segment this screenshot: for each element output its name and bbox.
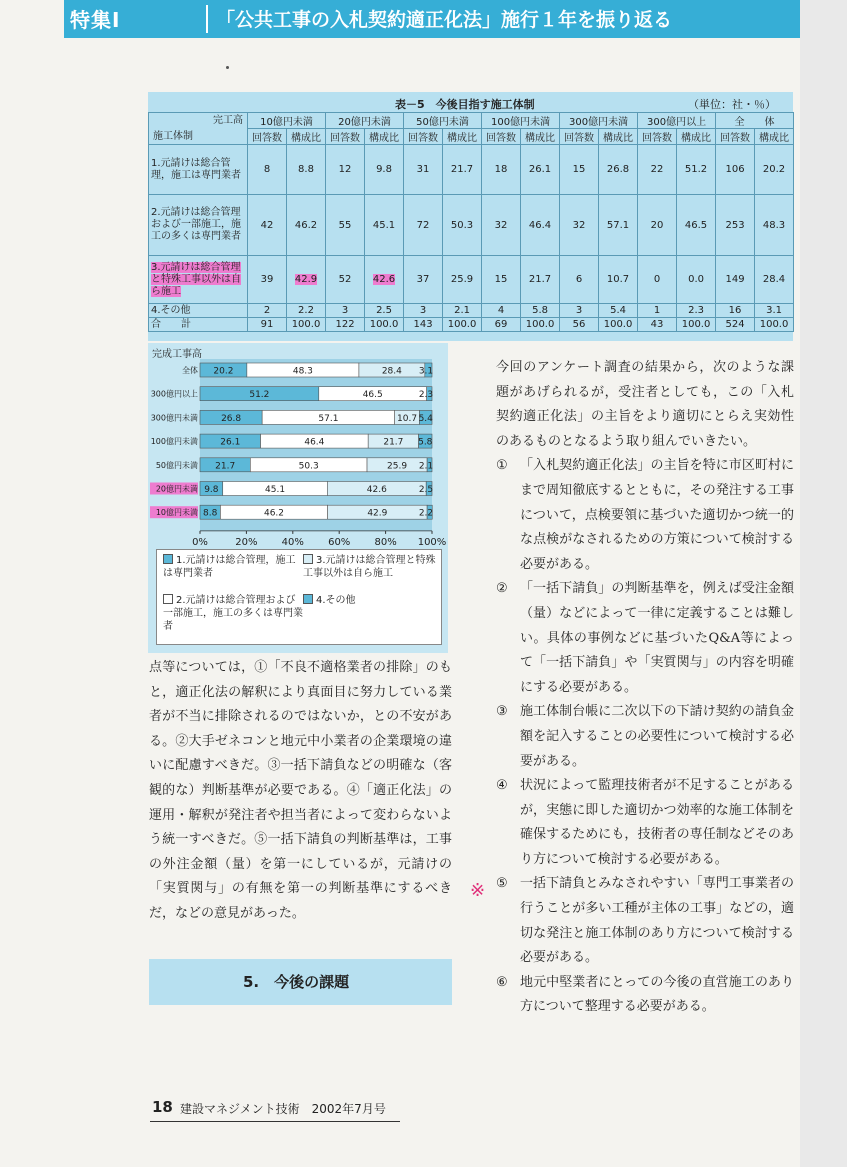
group-header: 100億円未満 [482, 113, 560, 129]
bar-label: 5.4 [418, 413, 433, 424]
category-label: 100億円未満 [150, 437, 198, 447]
cell-value: 10.7 [606, 274, 630, 285]
legend-item [303, 554, 443, 580]
group-header: 300億円以上 [638, 113, 716, 129]
cell-value: 31 [416, 164, 430, 175]
table-cell [482, 304, 521, 318]
cell-value: 149 [725, 274, 745, 285]
issue-text: 状況によって監理技術者が不足することがあるが，実態に即した適切かつ効率的な施工体制を確保するためにも，技術者の専任制などそのあり方について検討する必要がある。 [520, 778, 794, 867]
cell-value: 3.1 [766, 305, 782, 316]
stacked-bar-chart-panel [148, 343, 448, 653]
row-label [149, 195, 248, 256]
table-cell [404, 256, 443, 304]
cell-value: 42.9 [294, 274, 318, 285]
cell-value: 100.0 [369, 319, 399, 330]
table-cell [638, 256, 677, 304]
table-cell [599, 145, 638, 195]
legend-swatch [303, 594, 313, 604]
cell-value: 100.0 [291, 319, 321, 330]
feature-title: 「公共工事の入札契約適正化法」施行１年を振り返る [216, 9, 673, 31]
cell-value: 122 [335, 319, 355, 330]
table-cell [443, 304, 482, 318]
table-cell [482, 318, 521, 332]
table-cell [560, 304, 599, 318]
table-cell [248, 195, 287, 256]
row-label [149, 304, 248, 318]
legend-item [303, 594, 443, 607]
table-cell [482, 256, 521, 304]
table-cell [248, 256, 287, 304]
bar-label: 51.2 [249, 390, 270, 401]
cell-value: 3 [419, 305, 427, 316]
chart-legend [156, 549, 442, 645]
table-cell [443, 145, 482, 195]
bar-label: 2.1 [418, 461, 434, 472]
issue-number: ① [496, 458, 508, 474]
cell-value: 42 [260, 219, 274, 231]
bar-label: 10.7 [397, 413, 418, 424]
table-cell [365, 145, 404, 195]
bar-label: 57.1 [318, 413, 339, 424]
cell-value: 20.2 [762, 164, 786, 175]
legend-swatch [303, 554, 313, 564]
table-cell [560, 145, 599, 195]
table-cell [365, 318, 404, 332]
table-corner [149, 113, 248, 145]
row-label-text: 4.その他 [151, 304, 191, 316]
intro-paragraph: 今回のアンケート調査の結果から，次のような課題があげられるが，受注者としても，この「入札契約適正化法」の主旨をより適切にとらえ実効性のあるものとなるよう取り組んでいきたい。 [496, 360, 794, 449]
sub-header: 構成比 [755, 129, 794, 145]
bar-label: 21.7 [215, 461, 236, 472]
row-label-text: 合 計 [151, 318, 191, 330]
bar-label: 21.7 [383, 437, 404, 448]
table-cell [443, 195, 482, 256]
table-cell [326, 256, 365, 304]
issue-text: 「一括下請負」の判断基準を，例えば受注金額（量）などによって一律に定義することは難しい。具体の事例などに基づいたQ&A等によって「一括下請負」や「実質関与」の内容を明確にする必要がある。 [520, 581, 794, 695]
cell-value: 9.8 [376, 164, 392, 175]
table-cell [248, 304, 287, 318]
category-label: 全体 [182, 366, 198, 375]
cell-value: 46.4 [528, 219, 552, 231]
cell-value: 32 [494, 219, 508, 231]
header-divider [206, 5, 208, 33]
table-cell [521, 318, 560, 332]
sub-header: 構成比 [599, 129, 638, 145]
sub-header: 回答数 [248, 129, 287, 145]
sub-header: 構成比 [287, 129, 326, 145]
bar-label: 2.3 [418, 390, 434, 401]
cell-value: 42.6 [372, 274, 396, 285]
x-tick-label: 0% [192, 536, 208, 548]
legend-item [163, 554, 303, 580]
category-label: 300億円以上 [150, 389, 198, 399]
table-cell [365, 304, 404, 318]
cell-value: 0.0 [688, 274, 704, 285]
table-row [149, 145, 794, 195]
bar-label: 48.3 [292, 366, 313, 377]
issue-number: ⑤ [496, 876, 508, 892]
x-tick-label: 100% [417, 536, 447, 548]
sub-header: 回答数 [326, 129, 365, 145]
cell-value: 3 [341, 305, 349, 316]
bar-label: 28.4 [381, 366, 402, 377]
row-label-text: 2.元請けは総合管理および一部施工，施工の多くは専門業者 [151, 207, 241, 242]
legend-swatch [163, 554, 173, 564]
cell-value: 16 [728, 305, 742, 316]
issue-item [496, 971, 794, 1020]
issue-number: ④ [496, 778, 508, 794]
cell-value: 12 [338, 164, 352, 175]
cell-value: 4 [497, 305, 505, 316]
cell-value: 100.0 [681, 319, 711, 330]
table-cell [638, 145, 677, 195]
table-cell [560, 256, 599, 304]
bar-label: 46.5 [362, 390, 383, 401]
table-cell [326, 145, 365, 195]
feature-tag: 特集Ⅰ [70, 8, 121, 32]
bar-label: 8.8 [203, 508, 218, 519]
table-cell [677, 145, 716, 195]
table-cell [716, 195, 755, 256]
table-cell [599, 256, 638, 304]
sub-header: 構成比 [365, 129, 404, 145]
cell-value: 25.9 [450, 274, 474, 285]
group-header: 全 体 [716, 113, 794, 129]
group-header: 10億円未満 [248, 113, 326, 129]
table-cell [677, 318, 716, 332]
scan-speck [226, 66, 229, 69]
cell-value: 5.8 [532, 305, 548, 316]
table-5-panel [148, 92, 793, 341]
cell-value: 32 [572, 219, 586, 231]
sub-header: 回答数 [638, 129, 677, 145]
cell-value: 50.3 [450, 219, 474, 231]
table-cell [521, 256, 560, 304]
table-cell [716, 145, 755, 195]
table-cell [755, 145, 794, 195]
cell-value: 26.8 [606, 164, 630, 175]
cell-value: 28.4 [762, 274, 786, 285]
table-cell [755, 318, 794, 332]
table-cell [638, 304, 677, 318]
table-cell [599, 304, 638, 318]
table-caption-row [148, 94, 788, 112]
page-edge [800, 0, 847, 1167]
table-cell [599, 318, 638, 332]
bar-label: 9.8 [204, 485, 219, 495]
legend-label: 2.元請けは総合管理および一部施工，施工の多くは専門業者 [163, 595, 303, 632]
cell-value: 56 [572, 319, 586, 330]
table-cell [365, 256, 404, 304]
sub-header: 構成比 [521, 129, 560, 145]
table-cell [755, 304, 794, 318]
cell-value: 52 [338, 274, 352, 285]
cell-value: 2.1 [454, 305, 470, 316]
cell-value: 55 [338, 219, 352, 231]
table-cell [287, 318, 326, 332]
table-cell [521, 195, 560, 256]
table-cell [521, 304, 560, 318]
cell-value: 48.3 [762, 219, 786, 231]
table-cell [677, 195, 716, 256]
chart-title: 完成工事高 [152, 349, 202, 360]
issue-item [496, 774, 794, 872]
legend-label: 4.その他 [316, 595, 356, 606]
corner-top-label: 完工高 [213, 114, 243, 126]
row-label-text: 3.元請けは総合管理と特殊工事以外は自ら施工 [151, 261, 241, 297]
sub-header: 構成比 [443, 129, 482, 145]
cell-value: 100.0 [603, 319, 633, 330]
footer-rule [150, 1121, 400, 1122]
table-cell [326, 304, 365, 318]
category-label: 20億円未満 [155, 484, 198, 494]
table-cell [560, 195, 599, 256]
legend-item [163, 594, 303, 633]
cell-value: 5.4 [610, 305, 626, 316]
cell-value: 15 [572, 164, 586, 175]
issue-item [496, 454, 794, 577]
table-cell [482, 145, 521, 195]
cell-value: 22 [650, 164, 664, 175]
left-text-column [149, 656, 452, 927]
bar-label: 3.1 [418, 366, 434, 377]
table-cell [443, 318, 482, 332]
group-header: 50億円未満 [404, 113, 482, 129]
cell-value: 100.0 [447, 319, 477, 330]
table-cell [599, 195, 638, 256]
cell-value: 51.2 [684, 164, 708, 175]
cell-value: 8 [263, 164, 271, 175]
stacked-bar-chart [148, 343, 448, 549]
bar-label: 42.6 [366, 485, 387, 495]
bar-label: 5.8 [418, 437, 433, 448]
group-header: 20億円未満 [326, 113, 404, 129]
asterisk-mark: ※ [470, 880, 486, 901]
bar-label: 45.1 [265, 485, 286, 495]
issue-item [496, 872, 794, 970]
sub-header: 回答数 [482, 129, 521, 145]
table-row [149, 195, 794, 256]
cell-value: 69 [494, 319, 508, 330]
cell-value: 21.7 [450, 164, 474, 175]
bar-label: 2.5 [418, 485, 434, 495]
table-caption: 表－5 今後目指す施工体制 [395, 98, 535, 111]
cell-value: 20 [650, 219, 664, 231]
section-title: 5. 今後の課題 [243, 973, 350, 991]
cell-value: 1 [653, 305, 661, 316]
cell-value: 21.7 [528, 274, 552, 285]
bar-label: 42.9 [367, 508, 388, 519]
cell-value: 46.2 [294, 219, 318, 231]
legend-label: 1.元請けは総合管理，施工は専門業者 [163, 555, 296, 579]
category-label: 300億円未満 [150, 413, 198, 423]
legend-label: 3.元請けは総合管理と特殊工事以外は自ら施工 [303, 555, 436, 579]
cell-value: 6 [575, 274, 583, 285]
cell-value: 100.0 [759, 319, 789, 330]
cell-value: 43 [650, 319, 664, 330]
sub-header: 回答数 [560, 129, 599, 145]
issue-text: 施工体制台帳に二次以下の下請け契約の請負金額を記入することの必要性について検討する必要がある。 [520, 704, 794, 769]
table-cell [482, 195, 521, 256]
table-cell [521, 145, 560, 195]
sub-header: 構成比 [677, 129, 716, 145]
issue-item [496, 577, 794, 700]
cell-value: 37 [416, 274, 430, 285]
table-cell [716, 318, 755, 332]
table-body [149, 145, 794, 332]
table-cell [287, 256, 326, 304]
section-heading-box [149, 959, 452, 1005]
bar-label: 26.1 [220, 437, 241, 448]
publication-name: 建設マネジメント技術 2002年7月号 [180, 1102, 386, 1116]
issue-text: 一括下請負とみなされやすい「専門工事業者の行うことが多い工種が主体の工事」などの，適切な発注と施工体制のあり方について検討する必要がある。 [520, 876, 794, 966]
table-cell [287, 304, 326, 318]
issues-list [496, 454, 794, 1020]
issue-number: ② [496, 581, 508, 597]
table-cell [287, 145, 326, 195]
table-cell [560, 318, 599, 332]
cell-value: 2.3 [688, 305, 704, 316]
table-row [149, 318, 794, 332]
cell-value: 26.1 [528, 164, 552, 175]
cell-value: 143 [413, 319, 433, 330]
x-tick-label: 60% [328, 536, 351, 548]
bar-label: 25.9 [387, 461, 408, 472]
table-row [149, 256, 794, 304]
table-cell [326, 318, 365, 332]
right-text-column [496, 356, 794, 1020]
table-cell [326, 195, 365, 256]
table-cell [248, 318, 287, 332]
cell-value: 253 [725, 219, 745, 231]
bar-label: 26.8 [221, 413, 242, 424]
cell-value: 39 [260, 274, 274, 285]
table-cell [443, 256, 482, 304]
cell-value: 3 [575, 305, 583, 316]
cell-value: 45.1 [372, 219, 396, 231]
sub-header: 回答数 [404, 129, 443, 145]
sub-header: 回答数 [716, 129, 755, 145]
table-cell [755, 256, 794, 304]
table-cell [404, 318, 443, 332]
table-cell [404, 304, 443, 318]
x-tick-label: 40% [281, 536, 304, 548]
table-cell [716, 256, 755, 304]
cell-value: 15 [494, 274, 508, 285]
issue-number: ⑥ [496, 974, 508, 990]
cell-value: 0 [653, 274, 661, 285]
cell-value: 46.5 [684, 219, 708, 231]
table-cell [404, 145, 443, 195]
x-tick-label: 20% [235, 536, 258, 548]
table-cell [755, 195, 794, 256]
bar-label: 46.2 [263, 508, 285, 519]
cell-value: 2.5 [376, 305, 392, 316]
row-label [149, 145, 248, 195]
left-paragraph: 点等については，①「不良不適格業者の排除」のもと，適正化法の解釈により真面目に努力している業者が不当に排除されるのではないか，との不安がある。②大手ゼネコンと地元中小業者の企業環境の違いに配慮すべきだ。③一括下請負などの明確な（客観的な）判断基準が必要である。④「適正化法」の運用・解釈が発注者や担当者によって変わらないよう統一すべきだ。⑤一括下請負の判断基準は，工事の外注金額（量）を第一にしているが，元請けの「実質関与」の有無を第一の判断基準にするべきだ，などの意見があった。 [149, 660, 452, 921]
cell-value: 2.2 [298, 305, 314, 316]
issue-number: ③ [496, 704, 508, 720]
construction-system-table [148, 112, 794, 332]
table-cell [677, 256, 716, 304]
category-label: 50億円未満 [155, 460, 198, 470]
row-label-text: 1.元請けは総合管理，施工は専門業者 [151, 157, 241, 181]
page-number: 18 [152, 1098, 173, 1116]
bar-label: 46.4 [304, 437, 325, 448]
category-label: 10億円未満 [155, 508, 198, 518]
bar-label: 20.2 [213, 366, 234, 377]
issue-text: 「入札契約適正化法」の主旨を特に市区町村にまで周知徹底するとともに，その発注する工事について，点検要領に基づいた適切かつ統一的な点検がなされるための方策について検討する必要がある。 [520, 458, 794, 572]
cell-value: 91 [260, 319, 274, 330]
table-cell [677, 304, 716, 318]
bar-label: 2.2 [418, 508, 434, 519]
cell-value: 8.8 [298, 164, 314, 175]
table-cell [638, 195, 677, 256]
table-cell [638, 318, 677, 332]
bar-label: 50.3 [298, 461, 319, 472]
corner-bottom-label: 施工体制 [153, 130, 193, 142]
feature-header [64, 0, 802, 38]
x-tick-label: 80% [374, 536, 397, 548]
cell-value: 72 [416, 219, 430, 231]
legend-swatch [163, 594, 173, 604]
cell-value: 57.1 [606, 219, 630, 231]
group-header: 300億円未満 [560, 113, 638, 129]
cell-value: 100.0 [525, 319, 555, 330]
row-label [149, 256, 248, 304]
row-label [149, 318, 248, 332]
table-cell [365, 195, 404, 256]
cell-value: 18 [494, 164, 508, 175]
table-cell [287, 195, 326, 256]
table-cell [404, 195, 443, 256]
cell-value: 2 [263, 305, 271, 316]
issue-item [496, 700, 794, 774]
issue-text: 地元中堅業者にとっての今後の直営施工のあり方について整理する必要がある。 [520, 974, 794, 1015]
table-row [149, 304, 794, 318]
table-cell [248, 145, 287, 195]
cell-value: 106 [725, 164, 745, 175]
table-cell [716, 304, 755, 318]
cell-value: 524 [725, 319, 745, 330]
table-unit: （単位：社・％） [688, 98, 776, 111]
